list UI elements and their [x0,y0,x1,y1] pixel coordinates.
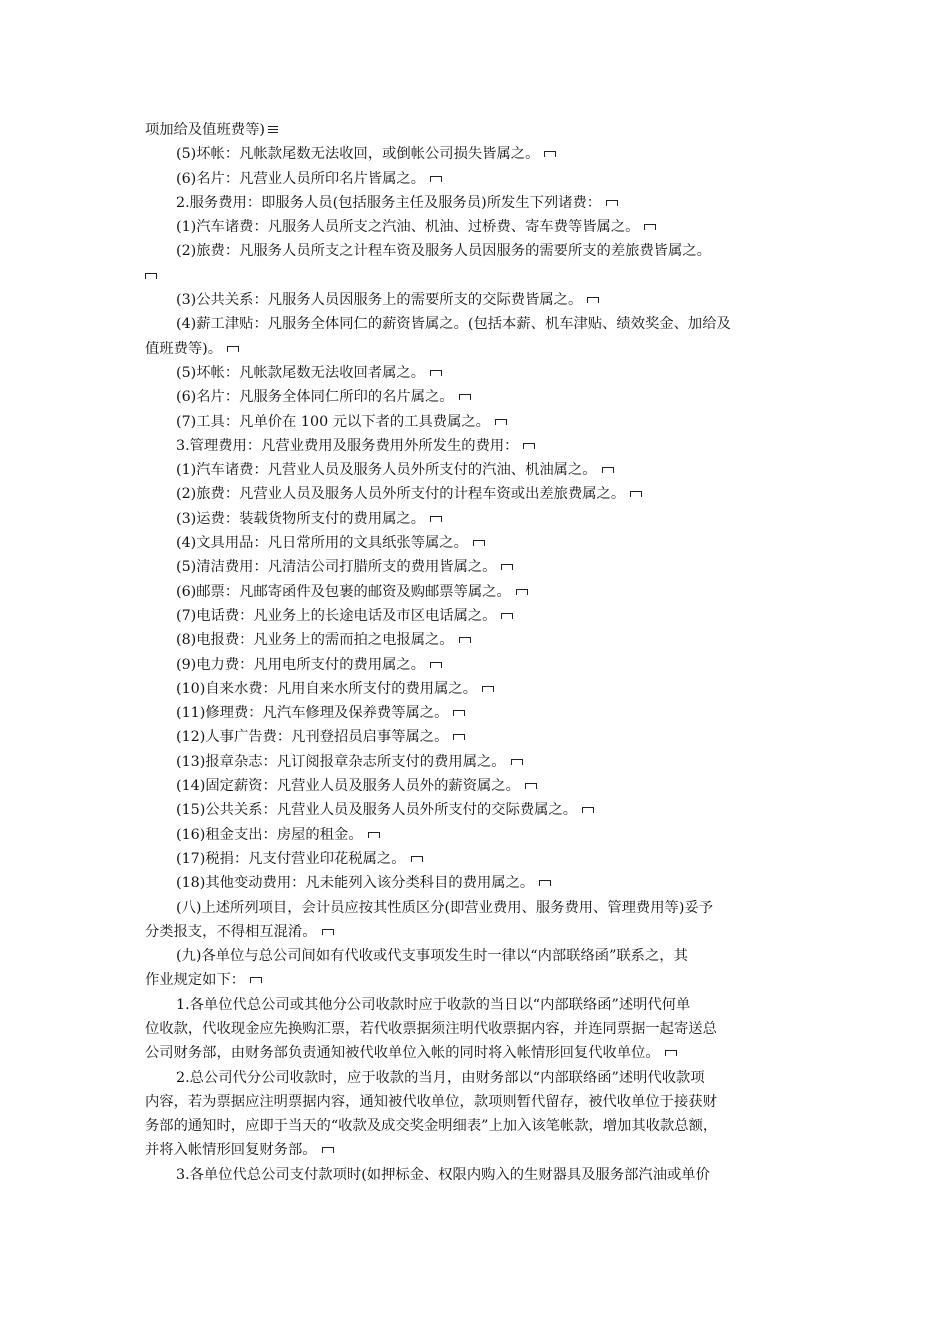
text-line: 务部的通知时，应即于当天的“收款及成交奖金明细表”上加入该笔帐款，增加其收款总额， [145,1118,718,1135]
paragraph-mark-icon [511,759,523,765]
paragraph-mark-icon [145,273,157,279]
text-line: (1)汽车诸费：凡营业人员及服务人员外所支付的汽油、机油属之。 [145,458,815,482]
text-line: (4)文具用品：凡日常所用的文具纸张等属之。 [145,531,815,555]
paragraph-mark-icon [430,176,442,182]
text-line: (13)报章杂志：凡订阅报章杂志所支付的费用属之。 [145,750,815,774]
paragraph-mark-icon [227,346,239,352]
text-line: (5)坏帐：凡帐款尾数无法收回，或倒帐公司损失皆属之。 [145,142,815,166]
text-line: 1.各单位代总公司或其他分公司收款时应于收款的当日以“内部联络函”述明代何单 [176,996,691,1013]
body-text [145,118,815,1187]
paragraph-mark-icon [606,200,618,206]
paragraph-mark-icon [322,1147,334,1153]
text-line: (2)旅费：凡营业人员及服务人员外所支付的计程车资或出差旅费属之。 [145,482,815,506]
text-line: (12)人事广告费：凡刊登招员启事等属之。 [145,725,815,749]
text-line: 分类报支，不得相互混淆。 [145,920,815,944]
text-line: (4)薪工津贴：凡服务全体同仁的薪资皆属之。(包括本薪、机车津贴、绩效奖金、加给及 [176,316,731,333]
text-line: (1)汽车诸费：凡服务人员所支之汽油、机油、过桥费、寄车费等皆属之。 [145,215,815,239]
paragraph-mark-icon [523,443,535,449]
text-line: (8)电报费：凡业务上的需而拍之电报属之。 [145,628,815,652]
paragraph-mark-icon [630,491,642,497]
paragraph-mark-icon [602,467,614,473]
text-line: (9)电力费：凡用电所支付的费用属之。 [145,653,815,677]
text-line: 内容，若为票据应注明票据内容，通知被代收单位，款项则暂代留存，被代收单位于接获财 [145,1093,717,1110]
text-line: (6)名片：凡营业人员所印名片皆属之。 [145,167,815,191]
text-line: 位收款，代收现金应先换购汇票，若代收票据须注明代收票据内容，并连同票据一起寄送总 [145,1020,717,1037]
paragraph-mark-icon [582,807,594,813]
paragraph-mark-icon [459,394,471,400]
paragraph-mark-icon [482,686,494,692]
paragraph-mark-icon [501,564,513,570]
paragraph-mark-icon [322,929,334,935]
text-line: 2.总公司代分公司收款时，应于收款的当月，由财务部以“内部联络函”述明代收款项 [176,1069,705,1086]
paragraph-mark-icon [411,856,423,862]
paragraph-mark-icon [665,1050,677,1056]
text-line: 值班费等)。 [145,337,815,361]
text-line: (八)上述所列项目，会计员应按其性质区分(即营业费用、服务费用、管理费用等)妥予 [176,899,713,916]
text-line: (15)公共关系：凡营业人员及服务人员外所支付的交际费属之。 [145,798,815,822]
text-line: (14)固定薪资：凡营业人员及服务人员外的薪资属之。 [145,774,815,798]
text-line: (18)其他变动费用：凡未能列入该分类科目的费用属之。 [145,871,815,895]
text-line: (5)坏帐：凡帐款尾数无法收回者属之。 [145,361,815,385]
text-line: (6)邮票：凡邮寄函件及包裹的邮资及购邮票等属之。 [145,580,815,604]
text-line [145,264,815,288]
text-line: (16)租金支出：房屋的租金。 [145,823,815,847]
text-line: (九)各单位与总公司间如有代收或代支事项发生时一律以“内部联络函”联系之，其 [176,948,688,965]
text-line: 3.管理费用：凡营业费用及服务费用外所发生的费用： [145,434,815,458]
paragraph-mark-icon [587,297,599,303]
paragraph-mark-icon [453,734,465,740]
paragraph-mark-icon [473,540,485,546]
text-line: (5)清洁费用：凡清洁公司打腊所支的费用皆属之。 [145,555,815,579]
text-line: (3)公共关系：凡服务人员因服务上的需要所支的交际费皆属之。 [145,288,815,312]
paragraph-mark-icon [430,370,442,376]
text-line: 作业规定如下： [145,968,815,992]
paragraph-mark-icon [501,613,513,619]
paragraph-mark-icon [430,662,442,668]
paragraph-mark-icon [539,880,551,886]
paragraph-mark-icon [459,637,471,643]
text-line: (10)自来水费：凡用自来水所支付的费用属之。 [145,677,815,701]
paragraph-mark-icon [268,126,278,133]
text-line: (6)名片：凡服务全体同仁所印的名片属之。 [145,385,815,409]
text-line: (11)修理费：凡汽车修理及保养费等属之。 [145,701,815,725]
paragraph-mark-icon [544,151,556,157]
text-line: 项加给及值班费等) [145,118,815,142]
text-line: 公司财务部，由财务部负责通知被代收单位入帐的同时将入帐情形回复代收单位。 [145,1041,815,1065]
paragraph-mark-icon [644,224,656,230]
paragraph-mark-icon [453,710,465,716]
paragraph-mark-icon [430,516,442,522]
paragraph-mark-icon [516,589,528,595]
text-line: (17)税捐：凡支付营业印花税属之。 [145,847,815,871]
text-line: (2)旅费：凡服务人员所支之计程车资及服务人员因服务的需要所支的差旅费皆属之。 [176,243,711,260]
paragraph-mark-icon [250,977,262,983]
text-line: (3)运费：装载货物所支付的费用属之。 [145,507,815,531]
paragraph-mark-icon [368,832,380,838]
text-line: (7)工具：凡单价在 100 元以下者的工具费属之。 [145,410,815,434]
paragraph-mark-icon [525,783,537,789]
text-line: 3.各单位代总公司支付款项时(如押标金、权限内购入的生财器具及服务部汽油或单价 [176,1166,710,1183]
text-line: 2.服务费用：即服务人员(包括服务主任及服务员)所发生下列诸费： [145,191,815,215]
text-line: 并将入帐情形回复财务部。 [145,1138,815,1162]
paragraph-mark-icon [495,419,507,425]
text-line: (7)电话费：凡业务上的长途电话及市区电话属之。 [145,604,815,628]
